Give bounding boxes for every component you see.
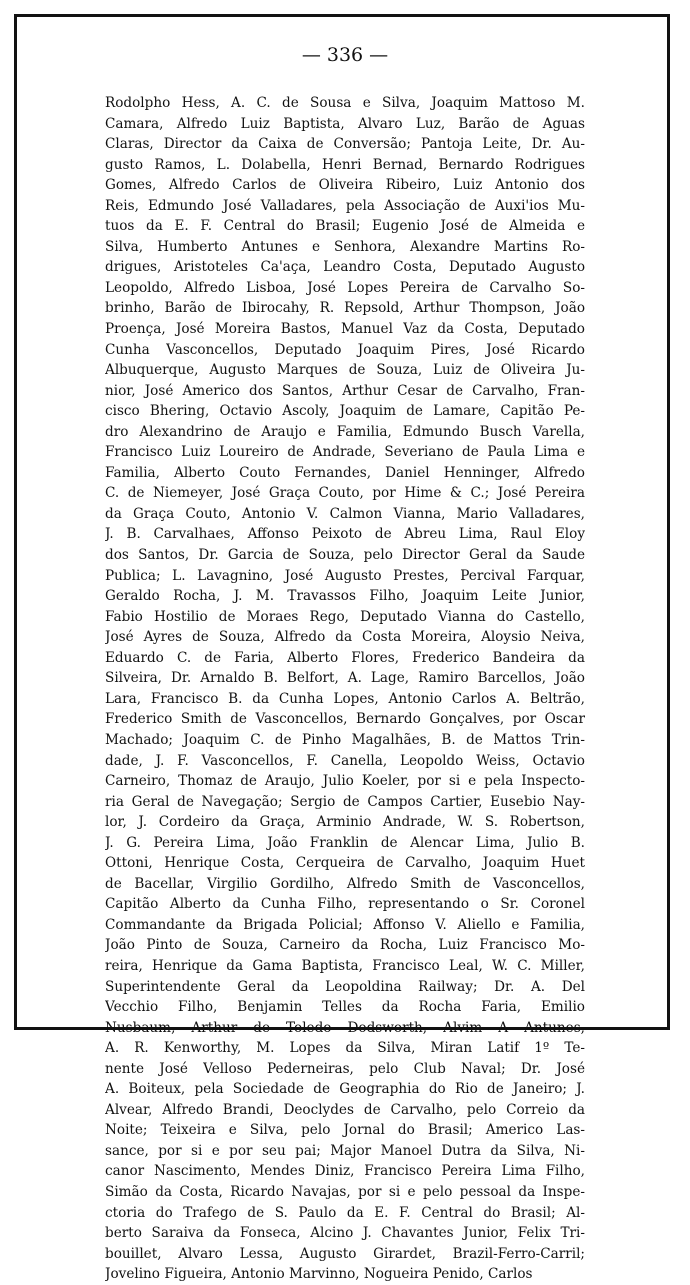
text-line: Alvear, Alfredo Brandi, Deoclydes de Carvalho, pelo Correio da [105, 1101, 585, 1118]
text-line: Nusbaum, Arthur de Toledo Dodsworth, Alvim A Antunes, [105, 1019, 585, 1036]
text-line: A. Boiteux, pela Sociedade de Geographia do Rio de Janeiro; J. [105, 1081, 585, 1098]
body-text [105, 93, 585, 1285]
text-line: reira, Henrique da Gama Baptista, Francisco Leal, W. C. Miller, [105, 957, 585, 974]
text-line: ria Geral de Navegação; Sergio de Campos Cartier, Eusebio Nay- [105, 793, 585, 810]
text-line: Fabio Hostilio de Moraes Rego, Deputado Vianna do Castello, [105, 608, 585, 625]
text-line: Leopoldo, Alfredo Lisboa, José Lopes Pereira de Carvalho So- [105, 279, 585, 296]
text-line: berto Saraiva da Fonseca, Alcino J. Chavantes Junior, Felix Tri- [105, 1225, 585, 1242]
text-line: sance, por si e por seu pai; Major Manoel Dutra da Silva, Ni- [105, 1142, 585, 1159]
text-line: Proença, José Moreira Bastos, Manuel Vaz da Costa, Deputado [105, 321, 585, 338]
text-line: Cunha Vasconcellos, Deputado Joaquim Pires, José Ricardo [105, 341, 585, 358]
text-line: João Pinto de Souza, Carneiro da Rocha, Luiz Francisco Mo- [105, 937, 585, 954]
page-number: — 336 — [301, 44, 389, 66]
text-line: Eduardo C. de Faria, Alberto Flores, Frederico Bandeira da [105, 649, 585, 666]
text-line: da Graça Couto, Antonio V. Calmon Vianna, Mario Valladares, [105, 505, 585, 522]
text-line: J. B. Carvalhaes, Affonso Peixoto de Abreu Lima, Raul Eloy [105, 526, 585, 543]
text-line: bouillet, Alvaro Lessa, Augusto Girardet, Brazil-Ferro-Carril; [105, 1245, 585, 1262]
text-line: gusto Ramos, L. Dolabella, Henri Bernad, Bernardo Rodrigues [105, 156, 585, 173]
text-line: Frederico Smith de Vasconcellos, Bernardo Gonçalves, por Oscar [105, 711, 585, 728]
text-line: Vecchio Filho, Benjamin Telles da Rocha Faria, Emilio [105, 999, 585, 1016]
text-line: cisco Bhering, Octavio Ascoly, Joaquim de Lamare, Capitão Pe- [105, 403, 585, 420]
text-line: Jovelino Figueira, Antonio Marvinno, Nogueira Penido, Carlos [105, 1266, 533, 1283]
text-line: C. de Niemeyer, José Graça Couto, por Hime & C.; José Pereira [105, 485, 585, 502]
text-line: Camara, Alfredo Luiz Baptista, Alvaro Luz, Barão de Aguas [105, 115, 585, 132]
text-line: Francisco Luiz Loureiro de Andrade, Severiano de Paula Lima e [105, 444, 585, 461]
text-line: canor Nascimento, Mendes Diniz, Francisco Pereira Lima Filho, [105, 1163, 585, 1180]
text-line: brinho, Barão de Ibirocahy, R. Repsold, Arthur Thompson, João [105, 300, 585, 317]
text-line: Gomes, Alfredo Carlos de Oliveira Ribeiro, Luiz Antonio dos [105, 177, 585, 194]
text-line: Albuquerque, Augusto Marques de Souza, Luiz de Oliveira Ju- [105, 362, 585, 379]
text-line: dade, J. F. Vasconcellos, F. Canella, Leopoldo Weiss, Octavio [105, 752, 585, 769]
text-line: Reis, Edmundo José Valladares, pela Associação de Auxi'ios Mu- [105, 197, 585, 214]
text-line: tuos da E. F. Central do Brasil; Eugenio José de Almeida e [105, 218, 585, 235]
text-line: Claras, Director da Caixa de Conversão; Pantoja Leite, Dr. Au- [105, 136, 585, 153]
text-line: Lara, Francisco B. da Cunha Lopes, Antonio Carlos A. Beltrão, [105, 690, 585, 707]
text-line: Machado; Joaquim C. de Pinho Magalhães, B. de Mattos Trin- [105, 731, 585, 748]
text-line: Familia, Alberto Couto Fernandes, Daniel Henninger, Alfredo [105, 464, 585, 481]
text-line: José Ayres de Souza, Alfredo da Costa Moreira, Aloysio Neiva, [105, 629, 585, 646]
text-line: Carneiro, Thomaz de Araujo, Julio Koeler, por si e pela Inspecto- [105, 773, 585, 790]
text-line: Commandante da Brigada Policial; Affonso V. Aliello e Familia, [105, 916, 585, 933]
text-line: dro Alexandrino de Araujo e Familia, Edmundo Busch Varella, [105, 423, 585, 440]
text-line: Superintendente Geral da Leopoldina Railway; Dr. A. Del [105, 978, 585, 995]
text-line: Ottoni, Henrique Costa, Cerqueira de Carvalho, Joaquim Huet [105, 855, 585, 872]
text-line: nior, José Americo dos Santos, Arthur Cesar de Carvalho, Fran- [105, 382, 585, 399]
text-line: lor, J. Cordeiro da Graça, Arminio Andrade, W. S. Robertson, [105, 814, 585, 831]
text-line: Silveira, Dr. Arnaldo B. Belfort, A. Lage, Ramiro Barcellos, João [105, 670, 585, 687]
text-line: drigues, Aristoteles Ca'aça, Leandro Costa, Deputado Augusto [105, 259, 585, 276]
text-line: de Bacellar, Virgilio Gordilho, Alfredo Smith de Vasconcellos, [105, 875, 585, 892]
text-line: dos Santos, Dr. Garcia de Souza, pelo Director Geral da Saude [105, 547, 585, 564]
text-line: nente José Velloso Pederneiras, pelo Club Naval; Dr. José [105, 1060, 585, 1077]
text-line: Rodolpho Hess, A. C. de Sousa e Silva, Joaquim Mattoso M. [105, 95, 585, 111]
text-line: Publica; L. Lavagnino, José Augusto Prestes, Percival Farquar, [105, 567, 585, 584]
text-line: Simão da Costa, Ricardo Navajas, por si e pelo pessoal da Inspe- [105, 1183, 585, 1200]
text-line: Silva, Humberto Antunes e Senhora, Alexandre Martins Ro- [105, 238, 585, 255]
text-line: Noite; Teixeira e Silva, pelo Jornal do Brasil; Americo Las- [105, 1122, 585, 1139]
text-line: A. R. Kenworthy, M. Lopes da Silva, Miran Latif 1º Te- [105, 1040, 585, 1057]
text-line: Capitão Alberto da Cunha Filho, representando o Sr. Coronel [105, 896, 585, 913]
text-line: ctoria do Trafego de S. Paulo da E. F. Central do Brasil; Al- [105, 1204, 585, 1221]
text-line: Geraldo Rocha, J. M. Travassos Filho, Joaquim Leite Junior, [105, 588, 585, 605]
text-line: J. G. Pereira Lima, João Franklin de Alencar Lima, Julio B. [105, 834, 585, 851]
